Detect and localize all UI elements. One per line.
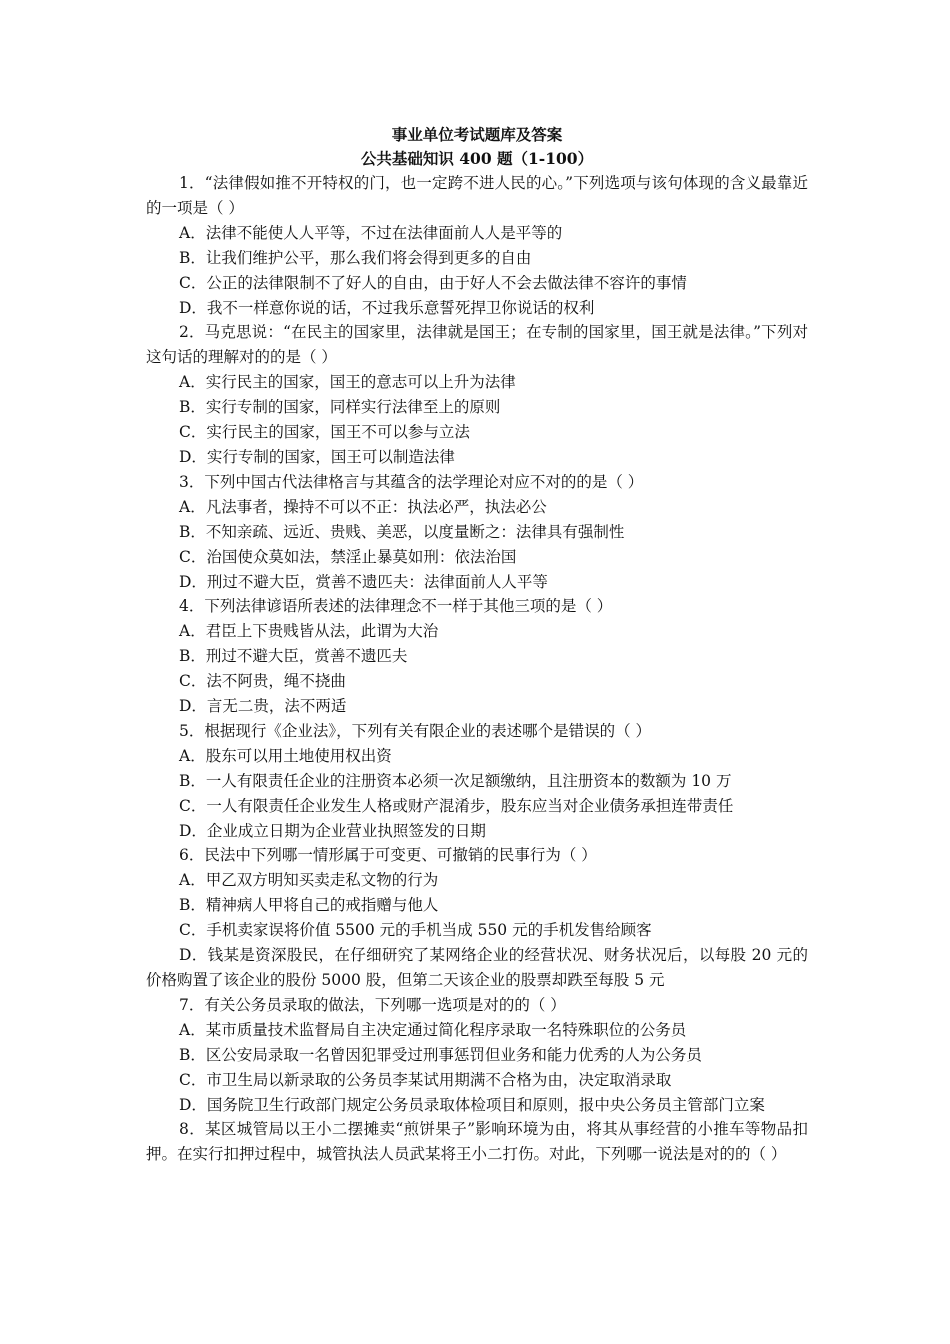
option-d: D．国务院卫生行政部门规定公务员录取体检项目和原则，报中央公务员主管部门立案 [179,1095,765,1114]
document-body [146,122,808,1167]
option-a: A．股东可以用土地使用权出资 [179,746,392,765]
question-stem: 4．下列法律谚语所表述的法律理念不一样于其他三项的是（ ） [179,597,613,616]
question-8 [146,1117,808,1167]
question-4 [146,594,808,719]
question-1 [146,171,808,320]
option-c: C．治国使众莫如法，禁淫止暴莫如刑：依法治国 [179,547,517,566]
option-b: B．刑过不避大臣，赏善不遗匹夫 [179,647,408,666]
option-b: B．不知亲疏、远近、贵贱、美恶，以度量断之：法律具有强制性 [179,522,625,541]
option-a: A．凡法事者，操持不可以不正：执法必严，执法必公 [179,497,547,516]
question-2 [146,320,808,469]
option-d: D．刑过不避大臣，赏善不遗匹夫：法律面前人人平等 [179,572,548,591]
document-subtitle: 公共基础知识 400 题（1-100） [360,149,594,168]
option-c: C．一人有限责任企业发生人格或财产混淆步，股东应当对企业债务承担连带责任 [179,796,734,815]
option-b: B．让我们维护公平，那么我们将会得到更多的自由 [179,248,532,267]
option-b: B．一人有限责任企业的注册资本必须一次足额缴纳，且注册资本的数额为 10 万 [179,771,732,790]
question-stem: 1．“法律假如推不开特权的门，也一定跨不进人民的心。”下列选项与该句体现的含义最靠近的一项是（ ） [146,174,808,217]
option-c: C．实行民主的国家，国王不可以参与立法 [179,423,470,442]
option-d: D．我不一样意你说的话，不过我乐意誓死捍卫你说话的权利 [179,298,595,317]
option-b: B．精神病人甲将自己的戒指赠与他人 [179,896,439,915]
option-a: A．君臣上下贵贱皆从法，此谓为大治 [179,622,439,641]
question-stem: 8．某区城管局以王小二摆摊卖“煎饼果子”影响环境为由，将其从事经营的小推车等物品扣押。在实行扣押过程中，城管执法人员武某将王小二打伤。对此，下列哪一说法是对的的（ ） [146,1120,808,1164]
option-a: A．甲乙双方明知买卖走私文物的行为 [179,871,439,890]
option-d: D．实行专制的国家，国王可以制造法律 [179,447,455,466]
question-stem: 6．民法中下列哪一情形属于可变更、可撤销的民事行为（ ） [179,846,597,865]
option-c: C．市卫生局以新录取的公务员李某试用期满不合格为由，决定取消录取 [179,1070,672,1089]
option-c: C．手机卖家误将价值 5500 元的手机当成 550 元的手机发售给顾客 [179,921,652,940]
question-stem: 2．马克思说：“在民主的国家里，法律就是国王；在专制的国家里，国王就是法律。”下列对这句话的理解对的的是（ ） [146,323,808,367]
question-7 [146,993,808,1118]
option-a: A．某市质量技术监督局自主决定通过简化程序录取一名特殊职位的公务员 [179,1020,687,1039]
option-d: D．言无二贵，法不两适 [179,697,347,716]
document-title: 事业单位考试题库及答案 [391,125,563,144]
option-a: A．实行民主的国家，国王的意志可以上升为法律 [179,373,516,392]
option-c: C．法不阿贵，绳不挠曲 [179,672,346,691]
question-3 [146,470,808,595]
question-6 [146,843,808,992]
option-b: B．区公安局录取一名曾因犯罪受过刑事惩罚但业务和能力优秀的人为公务员 [179,1045,702,1064]
question-stem: 7．有关公务员录取的做法，下列哪一选项是对的的（ ） [179,995,566,1014]
question-stem: 3．下列中国古代法律格言与其蕴含的法学理论对应不对的的是（ ） [179,472,644,491]
question-stem: 5．根据现行《企业法》，下列有关有限企业的表述哪个是错误的（ ） [179,721,652,740]
option-b: B．实行专制的国家，同样实行法律至上的原则 [179,398,501,417]
option-d: D．钱某是资深股民，在仔细研究了某网络企业的经营状况、财务状况后，以每股 20 元的价格购置了该企业的股份 5000 股，但第二天该企业的股票却跌至每股 5 元 [146,946,808,989]
question-5 [146,719,808,844]
option-c: C．公正的法律限制不了好人的自由，由于好人不会去做法律不容许的事情 [179,273,687,292]
option-a: A．法律不能使人人平等，不过在法律面前人人是平等的 [179,223,563,242]
option-d: D．企业成立日期为企业营业执照签发的日期 [179,821,486,840]
